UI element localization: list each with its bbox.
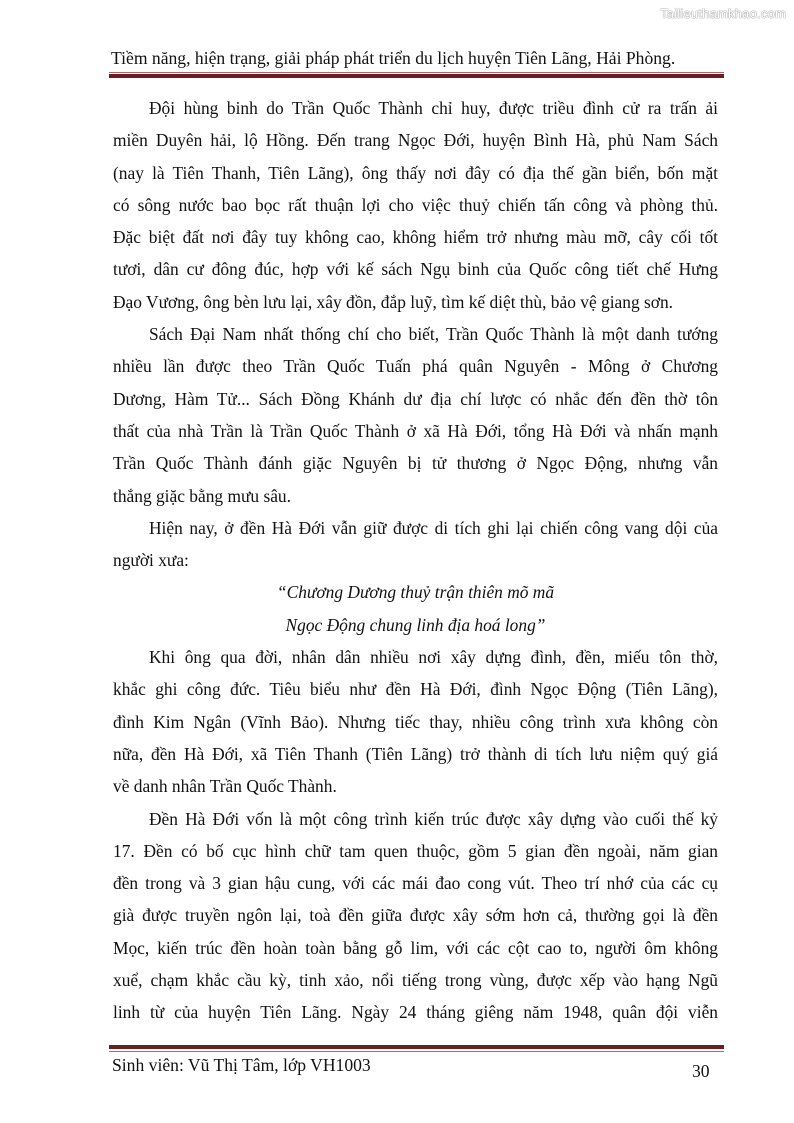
paragraph	[113, 95, 718, 321]
paragraph	[113, 321, 718, 515]
text-line: 17. Đền có bố cục hình chữ tam quen thuộc, gồm 5 gian đền ngoài, năm gian	[113, 840, 718, 861]
text-line: Trần Quốc Thành đánh giặc Nguyên bị tử thương ở Ngọc Động, nhưng vẫn	[113, 453, 718, 474]
paragraph	[113, 806, 718, 1032]
footer-student-info: Sinh viên: Vũ Thị Tâm, lớp VH1003	[112, 1055, 371, 1075]
text-line: nhiều lần được theo Trần Quốc Tuấn phá quân Nguyên - Mông ở Chương	[113, 356, 718, 377]
verse-quote	[113, 579, 718, 644]
text-line: già được truyền ngôn lại, toà đền giữa được xây sớm hơn cả, thường gọi là đền	[113, 905, 718, 926]
text-line: Đặc biệt đất nơi đây tuy không cao, không hiểm trở nhưng màu mỡ, cây cối tốt	[113, 227, 718, 248]
text-line: người xưa:	[113, 550, 189, 571]
verse-line: “Chương Dương thuỷ trận thiên mõ mã	[276, 582, 555, 603]
text-line: Hiện nay, ở đền Hà Đới vẫn giữ được di tích ghi lại chiến công vang dội của	[149, 517, 718, 538]
text-line: Sách Đại Nam nhất thống chí cho biết, Trần Quốc Thành là một danh tướng	[149, 324, 718, 345]
text-line: Đạo Vương, ông bèn lưu lại, xây đồn, đắp luỹ, tìm kế diệt thù, bảo vệ giang sơn.	[113, 291, 674, 312]
text-line: thắng giặc bằng mưu sâu.	[113, 485, 291, 506]
text-line: linh từ của huyện Tiên Lãng. Ngày 24 tháng giêng năm 1948, quân đội viễn	[113, 1002, 718, 1023]
page-number: 30	[692, 1061, 710, 1081]
text-line: về danh nhân Trần Quốc Thành.	[113, 776, 337, 797]
footer-rule-thin	[109, 1051, 724, 1052]
text-line: thất của nhà Trần là Trần Quốc Thành ở xã Hà Đới, tổng Hà Đới và nhấn mạnh	[113, 420, 718, 441]
text-line: đình Kim Ngân (Vĩnh Bảo). Nhưng tiếc thay, nhiều công trình xưa không còn	[113, 711, 718, 732]
text-line: xuể, chạm khắc cầu kỳ, tinh xảo, nổi tiếng trong vùng, được xếp vào hạng Ngũ	[113, 970, 718, 991]
text-line: Dương, Hàm Tử... Sách Đồng Khánh dư địa chí lược có nhắc đến đền thờ tôn	[113, 388, 718, 409]
text-line: nữa, đền Hà Đới, xã Tiên Thanh (Tiên Lãng) trở thành di tích lưu niệm quý giá	[113, 743, 718, 764]
watermark: Tailieuthamkhao.com	[660, 6, 786, 21]
paragraph	[113, 515, 718, 580]
text-line: Mọc, kiến trúc đền hoàn toàn bằng gỗ lim, với các cột cao to, người ôm không	[113, 937, 718, 958]
text-line: (nay là Tiên Thanh, Tiên Lãng), ông thấy nơi đây có địa thế gần biển, bốn mặt	[113, 162, 718, 183]
header-rule-thin	[109, 72, 724, 73]
text-line: Đền Hà Đới vốn là một công trình kiến trúc được xây dựng vào cuối thế kỷ	[149, 808, 718, 829]
text-line: khắc ghi công đức. Tiêu biểu như đền Hà Đới, đình Ngọc Động (Tiên Lãng),	[113, 679, 718, 700]
text-line: Khi ông qua đời, nhân dân nhiều nơi xây dựng đình, đền, miếu tôn thờ,	[149, 647, 718, 668]
paragraph	[113, 644, 718, 805]
text-line: tươi, dân cư đông đúc, hợp với kế sách Ngụ binh của Quốc công tiết chế Hưng	[113, 259, 718, 280]
text-line: miền Duyên hải, lộ Hồng. Đến trang Ngọc Đới, huyện Bình Hà, phủ Nam Sách	[113, 130, 718, 151]
running-header-title: Tiềm năng, hiện trạng, giải pháp phát triển du lịch huyện Tiên Lãng, Hải Phòng.	[111, 48, 676, 68]
verse-line: Ngọc Động chung linh địa hoá long”	[285, 614, 546, 635]
document-body	[113, 95, 718, 1032]
text-line: có sông nước bao bọc rất thuận lợi cho việc thuỷ chiến tấn công và phòng thủ.	[113, 194, 718, 215]
header-rule-thick	[109, 74, 724, 78]
text-line: Đội hùng binh do Trần Quốc Thành chỉ huy, được triều đình cử ra trấn ải	[149, 98, 718, 118]
footer-rule-thick	[109, 1045, 724, 1049]
text-line: đền trong và 3 gian hậu cung, với các mái đao cong vút. Theo trí nhớ của các cụ	[113, 873, 718, 894]
